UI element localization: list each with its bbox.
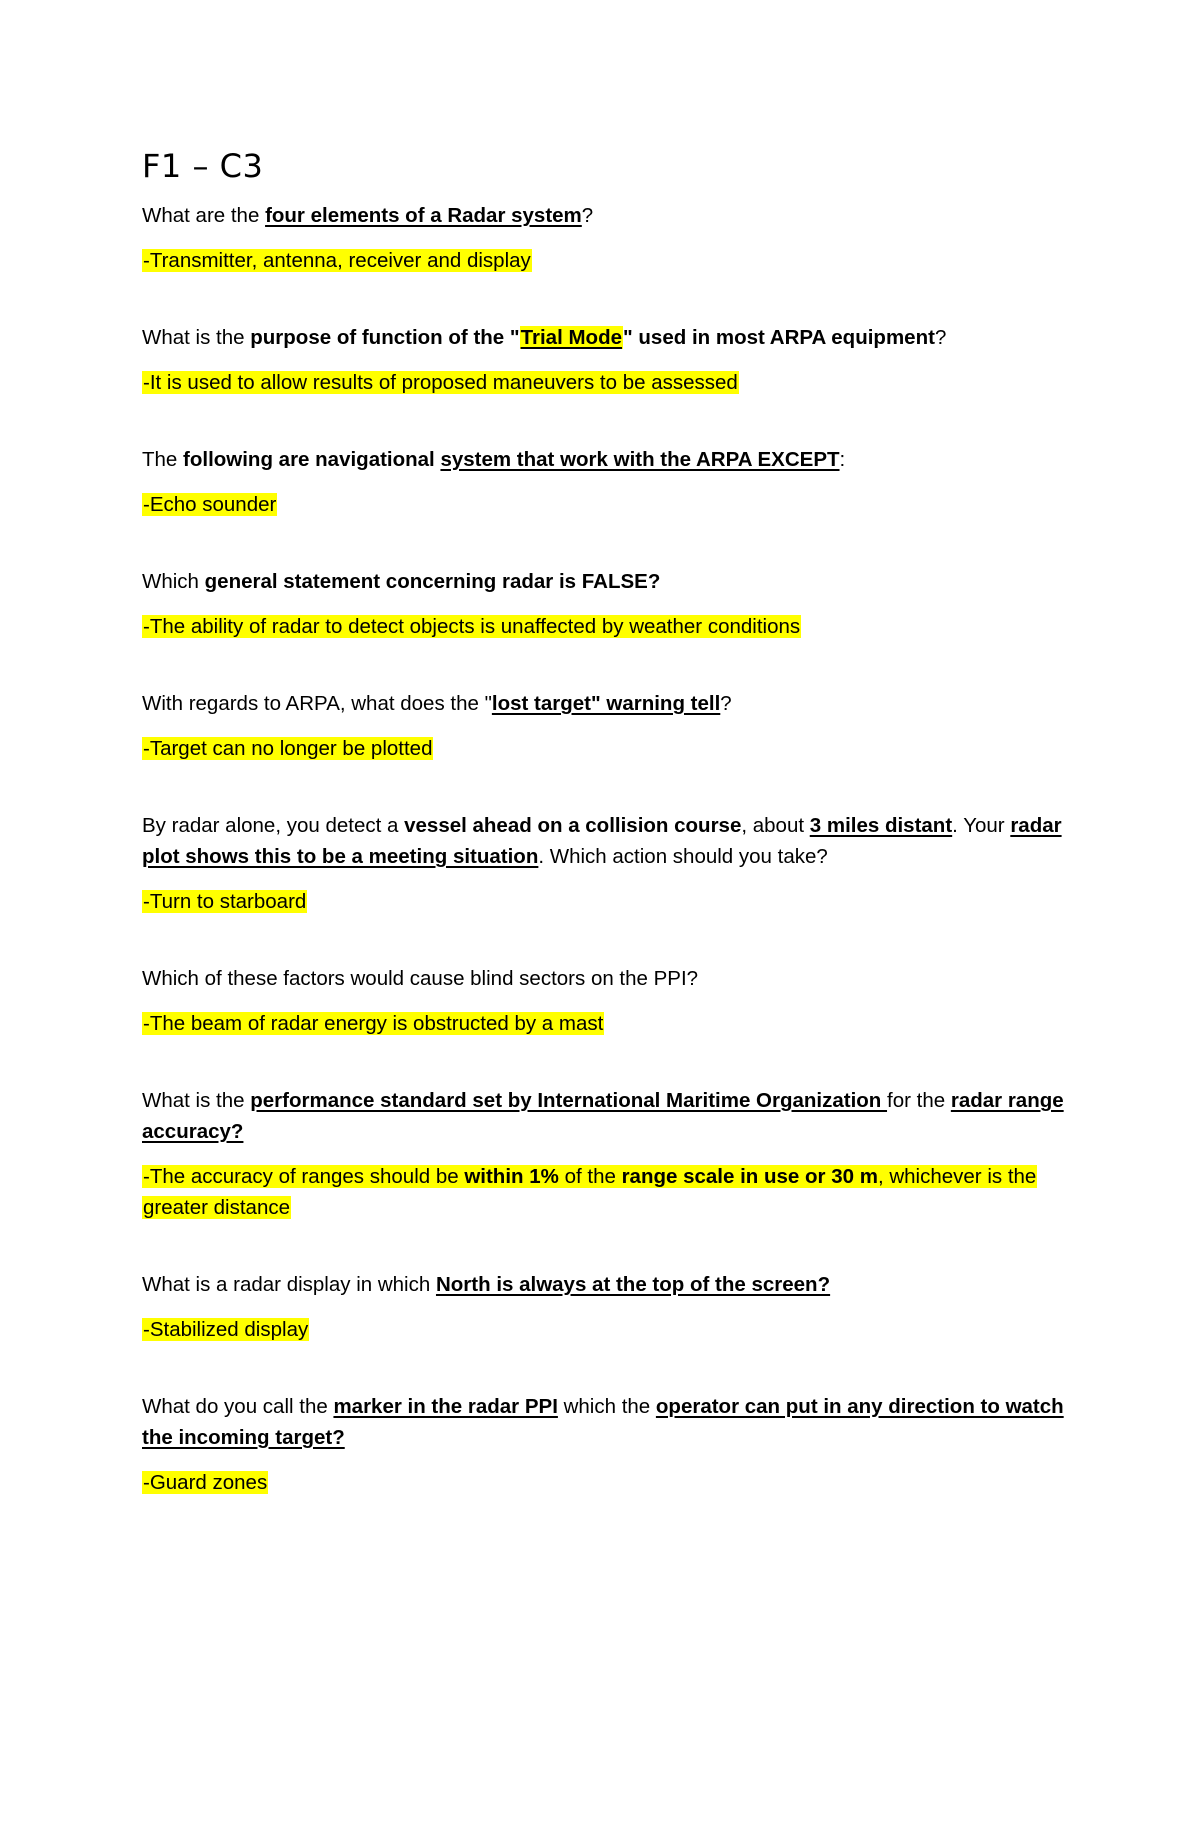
- question-segment: What are the: [142, 204, 266, 227]
- answer-highlight: [142, 615, 801, 638]
- question-text: [142, 1269, 1067, 1300]
- question-segment: With regards to ARPA, what does the ": [142, 692, 492, 715]
- question-segment: Trial Mode: [520, 326, 622, 349]
- document-page: [142, 146, 1067, 1498]
- answer-highlight: [142, 890, 307, 913]
- question-text: [142, 810, 1067, 872]
- question-text: [142, 688, 1067, 719]
- answer-segment: within 1%: [464, 1165, 559, 1188]
- answer-text: [142, 1467, 1067, 1498]
- answer-segment: -The accuracy of ranges should be: [143, 1165, 465, 1188]
- question-segment: ?: [581, 204, 594, 227]
- answer-text: [142, 489, 1067, 520]
- qa-block: [142, 1085, 1067, 1223]
- question-segment: ?: [934, 326, 947, 349]
- question-segment: North is always at the top of the screen?: [435, 1273, 831, 1296]
- answer-segment: -Guard zones: [143, 1471, 268, 1494]
- question-segment: The: [142, 448, 184, 471]
- answer-segment: -Stabilized display: [143, 1318, 309, 1341]
- question-text: [142, 566, 1067, 597]
- answer-text: [142, 245, 1067, 276]
- question-segment: . Your: [952, 814, 1011, 837]
- question-segment: Which of these factors would cause blind sectors on the PPI?: [142, 967, 699, 990]
- block-spacer: [142, 764, 1067, 810]
- answer-text: [142, 1314, 1067, 1345]
- qa-block: [142, 963, 1067, 1039]
- qa-block: [142, 200, 1067, 276]
- block-spacer: [142, 1345, 1067, 1391]
- question-text: [142, 1391, 1067, 1453]
- question-segment: radar plot shows this to be a meeting situation: [142, 814, 1062, 868]
- answer-highlight: [142, 1471, 268, 1494]
- answer-segment: -Turn to starboard: [143, 890, 307, 913]
- question-segment: four elements of a Radar system: [265, 204, 582, 227]
- question-segment: lost target" warning tell: [491, 692, 721, 715]
- answer-segment: of the: [558, 1165, 622, 1188]
- question-segment: for the: [887, 1089, 951, 1112]
- question-text: [142, 444, 1067, 475]
- block-spacer: [142, 1223, 1067, 1269]
- qa-block: [142, 566, 1067, 642]
- question-segment: " used in most ARPA equipment: [623, 326, 935, 349]
- question-text: [142, 963, 1067, 994]
- question-segment: operator can put in any direction to watch the incoming target?: [142, 1395, 1064, 1449]
- answer-highlight: [142, 1165, 1037, 1219]
- answer-highlight: [142, 1318, 309, 1341]
- block-spacer: [142, 1039, 1067, 1085]
- question-text: [142, 1085, 1067, 1147]
- answer-text: [142, 886, 1067, 917]
- qa-list: [142, 200, 1067, 1498]
- question-segment: What is the: [142, 326, 251, 349]
- question-segment: purpose of function of the ": [250, 326, 520, 349]
- qa-block: [142, 1269, 1067, 1345]
- question-segment: following are navigational: [183, 448, 441, 471]
- answer-text: [142, 1008, 1067, 1039]
- question-segment: system that work with the ARPA EXCEPT: [440, 448, 840, 471]
- answer-segment: -Echo sounder: [143, 493, 277, 516]
- answer-highlight: [142, 737, 433, 760]
- answer-text: [142, 733, 1067, 764]
- question-segment: vessel ahead on a collision course: [404, 814, 742, 837]
- block-spacer: [142, 917, 1067, 963]
- answer-text: [142, 367, 1067, 398]
- answer-highlight: [142, 249, 532, 272]
- answer-segment: -Transmitter, antenna, receiver and display: [143, 249, 531, 272]
- answer-segment: -The beam of radar energy is obstructed by a mast: [143, 1012, 604, 1035]
- answer-text: [142, 611, 1067, 642]
- question-text: [142, 322, 1067, 353]
- answer-text: [142, 1161, 1067, 1223]
- question-segment: , about: [741, 814, 810, 837]
- answer-highlight: [142, 493, 277, 516]
- block-spacer: [142, 642, 1067, 688]
- block-spacer: [142, 520, 1067, 566]
- qa-block: [142, 322, 1067, 398]
- answer-segment: -It is used to allow results of proposed maneuvers to be assessed: [143, 371, 738, 394]
- answer-highlight: [142, 371, 739, 394]
- answer-segment: range scale in use or 30 m: [621, 1165, 878, 1188]
- question-text: [142, 200, 1067, 231]
- question-segment: . Which action should you take?: [538, 845, 828, 868]
- document-title: F1 – C3: [142, 147, 264, 185]
- qa-block: [142, 688, 1067, 764]
- block-spacer: [142, 276, 1067, 322]
- question-segment: general statement concerning radar is FALSE?: [204, 570, 661, 593]
- question-segment: performance standard set by International Maritime Organization: [250, 1089, 888, 1112]
- question-segment: 3 miles distant: [809, 814, 953, 837]
- question-segment: radar range accuracy?: [142, 1089, 1064, 1143]
- question-segment: What is a radar display in which: [142, 1273, 436, 1296]
- answer-segment: -Target can no longer be plotted: [143, 737, 433, 760]
- block-spacer: [142, 398, 1067, 444]
- answer-segment: , whichever is the greater distance: [143, 1165, 1037, 1219]
- qa-block: [142, 810, 1067, 917]
- question-segment: By radar alone, you detect a: [142, 814, 405, 837]
- qa-block: [142, 444, 1067, 520]
- question-segment: marker in the radar PPI: [333, 1395, 558, 1418]
- question-segment: What do you call the: [142, 1395, 334, 1418]
- question-segment: :: [839, 448, 846, 471]
- answer-highlight: [142, 1012, 604, 1035]
- answer-segment: -The ability of radar to detect objects is unaffected by weather conditions: [143, 615, 801, 638]
- question-segment: ?: [720, 692, 732, 715]
- qa-block: [142, 1391, 1067, 1498]
- question-segment: What is the: [142, 1089, 251, 1112]
- question-segment: Which: [142, 570, 205, 593]
- question-segment: which the: [557, 1395, 656, 1418]
